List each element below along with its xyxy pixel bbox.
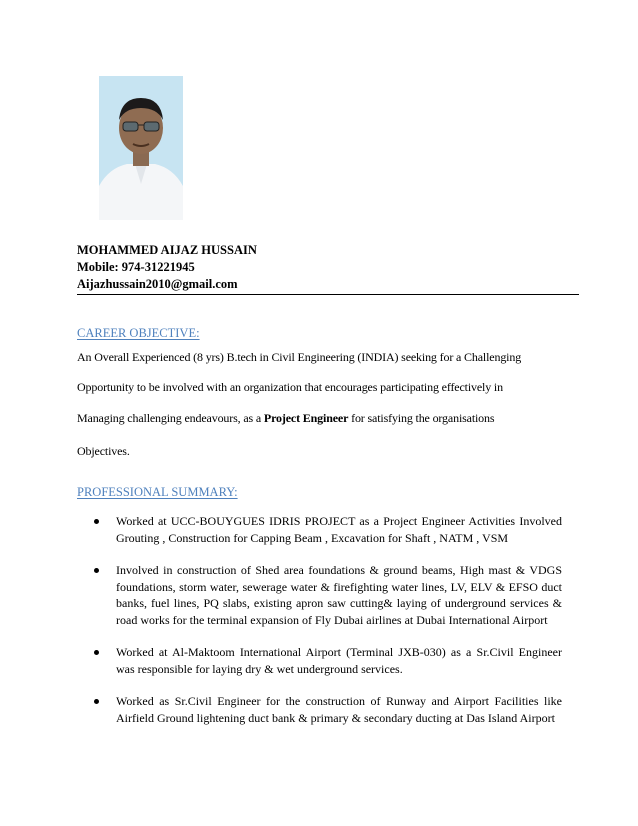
objective-role: Project Engineer — [263, 411, 349, 425]
career-objective-heading: CAREER OBJECTIVE: — [77, 326, 200, 340]
summary-item-text: Worked as Sr.Civil Engineer for the construction of Runway and Airport Facilities like Airfield Ground lightening duct bank & primary & secondary ducting at Das Island Airport — [116, 694, 562, 725]
person-photo-illustration — [99, 76, 183, 220]
objective-line-3-pre: Managing challenging endeavours, as a — [77, 411, 264, 425]
candidate-name: MOHAMMED AIJAZ HUSSAIN — [77, 243, 257, 257]
objective-line-1: An Overall Experienced (8 yrs) B.tech in Civil Engineering (INDIA) seeking for a Challenging — [77, 350, 522, 364]
list-item — [94, 644, 562, 677]
email-address: Aijazhussain2010@gmail.com — [77, 277, 238, 291]
list-item — [94, 513, 562, 546]
bullet-icon — [94, 699, 99, 704]
profile-photo — [99, 76, 183, 220]
objective-line-3-post: for satisfying the organisations — [348, 411, 495, 425]
bullet-icon — [94, 519, 99, 524]
bullet-icon — [94, 650, 99, 655]
list-item — [94, 693, 562, 726]
objective-line-2: Opportunity to be involved with an organization that encourages participating effectively in — [77, 380, 503, 394]
summary-item-text: Worked at UCC-BOUYGUES IDRIS PROJECT as a Project Engineer Activities Involved Grouting , Construction for Capping Beam , Excavation for Shaft , NATM , VSM — [116, 514, 562, 545]
objective-line-4: Objectives. — [77, 444, 130, 458]
mobile-number: Mobile: 974-31221945 — [77, 260, 195, 274]
bullet-icon — [94, 568, 99, 573]
professional-summary-heading: PROFESSIONAL SUMMARY: — [77, 485, 238, 499]
objective-line-3 — [77, 411, 494, 426]
list-item — [94, 562, 562, 628]
summary-item-text: Involved in construction of Shed area foundations & ground beams, High mast & VDGS foundations, storm water, sewerage water & firefighting water lines, LV, ELV & EFSO duct banks, fuel lines, PQ slabs, existing apron saw cutting& laying of underground services & road works for the terminal expansion of Fly Dubai airlines at Dubai International Airport — [116, 563, 562, 627]
summary-list — [94, 513, 562, 742]
summary-item-text: Worked at Al-Maktoom International Airport (Terminal JXB-030) as a Sr.Civil Engineer was responsible for laying dry & wet underground services. — [116, 645, 562, 676]
contact-header — [77, 242, 257, 293]
header-divider — [77, 294, 579, 295]
